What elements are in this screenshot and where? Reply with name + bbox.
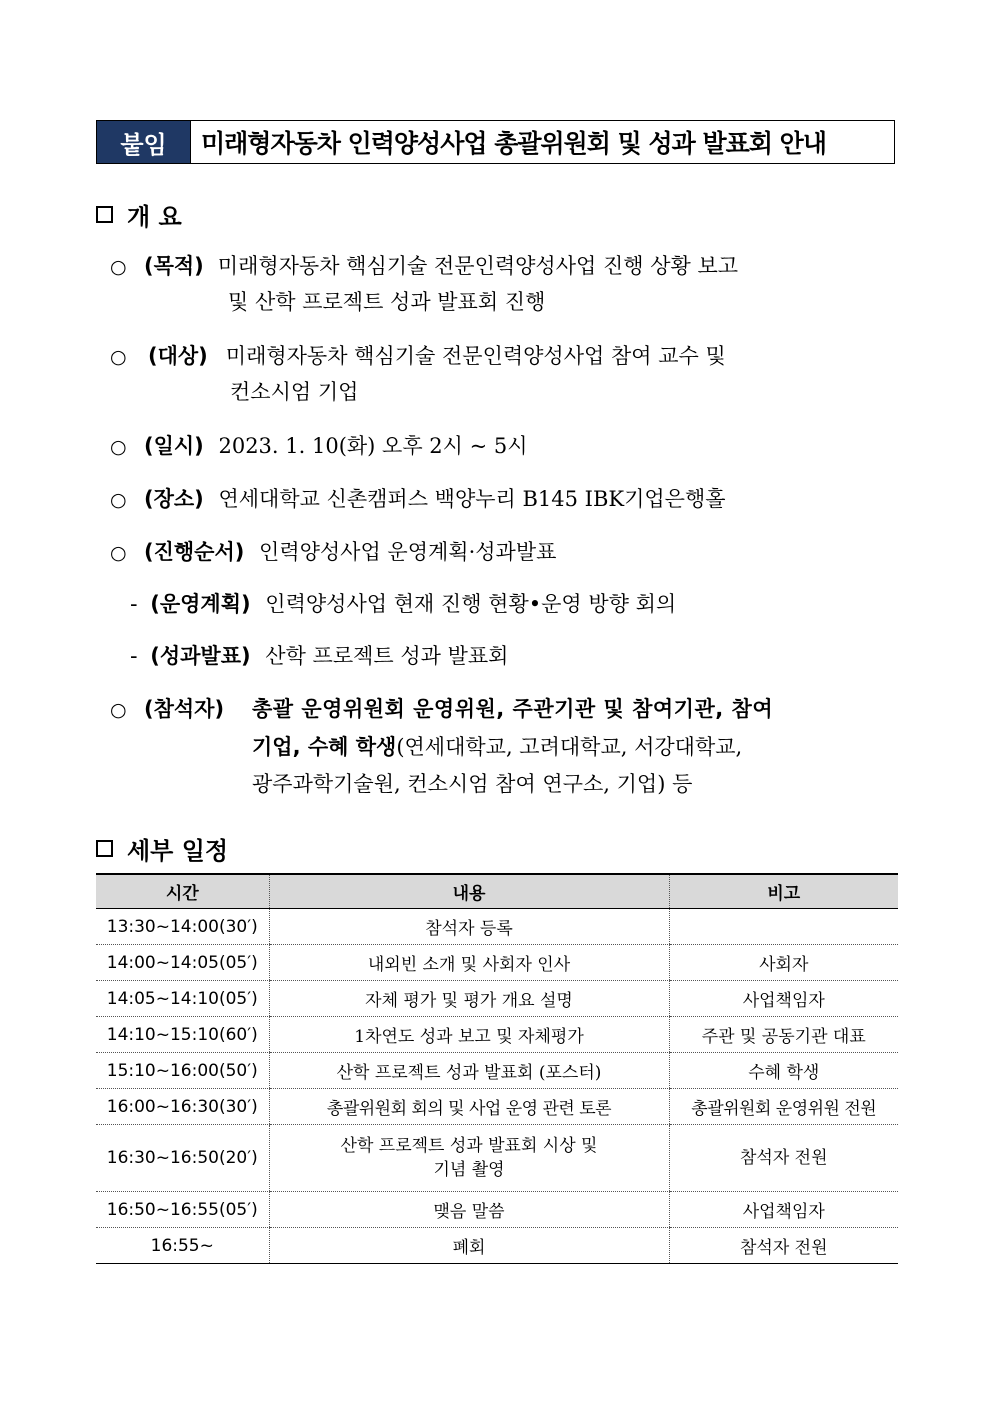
overview-heading [96, 197, 182, 232]
schedule-heading [96, 831, 228, 866]
time-cell: 16:00~16:30(30′) [96, 1089, 269, 1125]
header-note: 비고 [669, 874, 898, 909]
date-text: 2023. 1. 10(화) 오후 2시 ~ 5시 [218, 434, 528, 458]
attendees-text-2-rest: (연세대학교, 고려대학교, 서강대학교, [396, 735, 743, 759]
table-row [96, 1089, 898, 1125]
plan-label: (운영계획) [150, 592, 251, 616]
target-text-1: 미래형자동차 핵심기술 전문인력양성사업 참여 교수 및 [225, 344, 726, 368]
content-cell: 1차연도 성과 보고 및 자체평가 [269, 1017, 669, 1053]
header-time: 시간 [96, 874, 269, 909]
note-cell: 참석자 전원 [669, 1228, 898, 1264]
schedule-heading-text: 세부 일정 [127, 837, 229, 865]
title-banner [96, 120, 895, 164]
content-cell-line1: 산학 프로젝트 성과 발표회 시상 및 [340, 1136, 598, 1156]
content-cell: 폐회 [269, 1228, 669, 1264]
result-subitem [130, 638, 508, 675]
content-cell: 내외빈 소개 및 사회자 인사 [269, 945, 669, 981]
order-item [144, 534, 556, 571]
time-cell: 14:10~15:10(60′) [96, 1017, 269, 1053]
checkbox-square-icon [96, 206, 113, 223]
result-text: 산학 프로젝트 성과 발표회 [265, 644, 509, 668]
order-text: 인력양성사업 운영계획·성과발표 [259, 540, 557, 564]
purpose-text-2: 및 산학 프로젝트 성과 발표회 진행 [228, 290, 546, 314]
page-title: 미래형자동차 인력양성사업 총괄위원회 및 성과 발표회 안내 [201, 129, 826, 158]
target-label: (대상) [148, 344, 208, 368]
attachment-tag: 붙임 [97, 121, 191, 163]
place-text: 연세대학교 신촌캠퍼스 백양누리 B145 IBK기업은행홀 [218, 487, 726, 511]
target-item [148, 338, 896, 375]
table-row [96, 1125, 898, 1192]
target-text-2: 컨소시엄 기업 [230, 380, 359, 404]
content-cell: 총괄위원회 회의 및 사업 운영 관련 토론 [269, 1089, 669, 1125]
table-row [96, 981, 898, 1017]
time-cell: 16:50~16:55(05′) [96, 1192, 269, 1228]
place-item [144, 481, 726, 518]
note-cell: 사업책임자 [669, 981, 898, 1017]
content-cell: 참석자 등록 [269, 909, 669, 945]
time-cell: 14:00~14:05(05′) [96, 945, 269, 981]
table-row [96, 1228, 898, 1264]
attendees-text-1: 총괄 운영위원회 운영위원, 주관기관 및 참여기관, 참여 [252, 697, 774, 721]
time-cell: 16:55~ [96, 1228, 269, 1264]
circle-bullet-icon: ○ [110, 489, 127, 511]
time-cell: 14:05~14:10(05′) [96, 981, 269, 1017]
dash-bullet: - [130, 592, 138, 616]
time-cell: 15:10~16:00(50′) [96, 1053, 269, 1089]
note-cell: 수혜 학생 [669, 1053, 898, 1089]
plan-text: 인력양성사업 현재 진행 현황•운영 방향 회의 [265, 592, 677, 616]
note-cell: 참석자 전원 [669, 1125, 898, 1192]
time-cell: 16:30~16:50(20′) [96, 1125, 269, 1192]
circle-bullet-icon: ○ [110, 436, 127, 458]
note-cell: 주관 및 공동기관 대표 [669, 1017, 898, 1053]
note-cell [669, 909, 898, 945]
attendees-item [144, 691, 224, 728]
circle-bullet-icon: ○ [110, 256, 127, 278]
order-label: (진행순서) [144, 540, 245, 564]
schedule-table [96, 873, 898, 1264]
content-cell: 자체 평가 및 평가 개요 설명 [269, 981, 669, 1017]
note-cell: 총괄위원회 운영위원 전원 [669, 1089, 898, 1125]
table-row [96, 1017, 898, 1053]
date-label: (일시) [144, 434, 204, 458]
attendees-label: (참석자) [144, 697, 225, 721]
content-cell: 맺음 말씀 [269, 1192, 669, 1228]
header-content: 내용 [269, 874, 669, 909]
date-item [144, 428, 528, 465]
note-cell: 사회자 [669, 945, 898, 981]
note-cell: 사업책임자 [669, 1192, 898, 1228]
circle-bullet-icon: ○ [110, 699, 127, 721]
overview-heading-text: 개 요 [127, 203, 182, 231]
circle-bullet-icon: ○ [110, 542, 127, 564]
circle-bullet-icon: ○ [110, 346, 127, 368]
dash-bullet: - [130, 644, 138, 668]
place-label: (장소) [144, 487, 204, 511]
table-row [96, 945, 898, 981]
purpose-label: (목적) [144, 254, 204, 278]
attendees-text-3: 광주과학기술원, 컨소시엄 참여 연구소, 기업) 등 [252, 772, 693, 796]
content-cell: 산학 프로젝트 성과 발표회 (포스터) [269, 1053, 669, 1089]
attendees-text-2 [252, 729, 742, 766]
content-cell-line2: 기념 촬영 [433, 1160, 505, 1180]
checkbox-square-icon [96, 840, 113, 857]
attendees-text-2-bold: 기업, 수혜 학생 [252, 735, 397, 759]
purpose-item [144, 248, 896, 285]
purpose-text-1: 미래형자동차 핵심기술 전문인력양성사업 진행 상황 보고 [217, 254, 739, 278]
table-row [96, 1192, 898, 1228]
result-label: (성과발표) [150, 644, 251, 668]
content-cell [269, 1125, 669, 1192]
plan-subitem [130, 586, 676, 623]
table-row [96, 1053, 898, 1089]
table-row [96, 909, 898, 945]
table-header-row [96, 874, 898, 909]
time-cell: 13:30~14:00(30′) [96, 909, 269, 945]
